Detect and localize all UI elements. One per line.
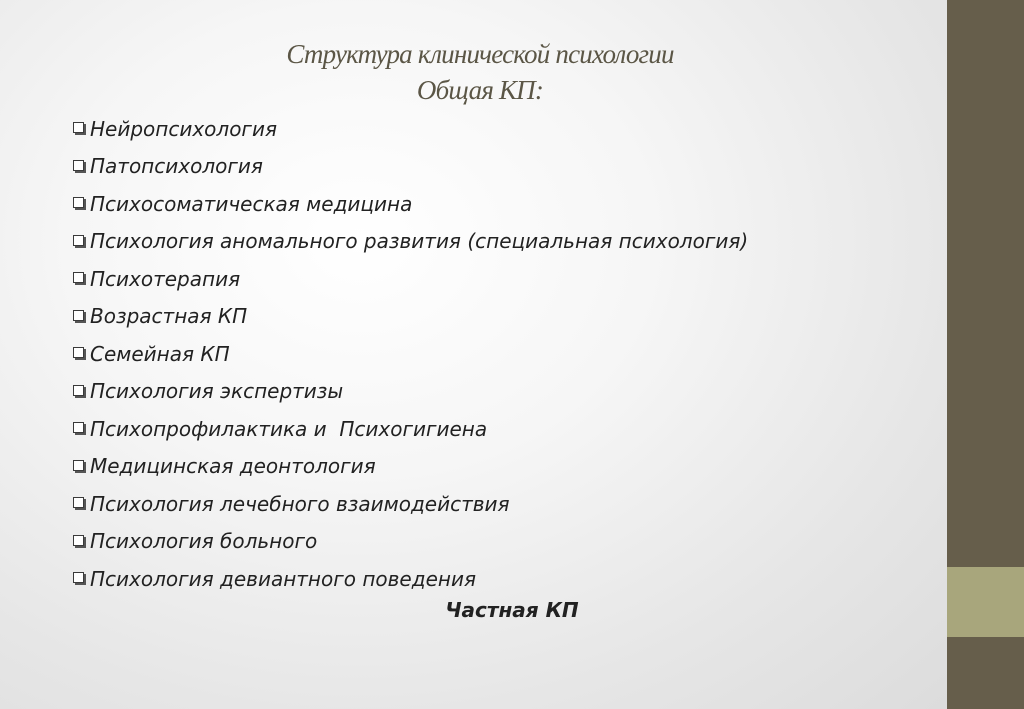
checkbox-square-icon	[73, 535, 84, 546]
list-item-label: Семейная КП	[90, 341, 230, 366]
list-item	[73, 260, 748, 298]
list-item-label: Психология лечебного взаимодействия	[90, 491, 510, 516]
list-item	[73, 110, 748, 148]
checkbox-square-icon	[73, 272, 84, 283]
list-item	[73, 373, 748, 411]
checkbox-square-icon	[73, 310, 84, 321]
list-item	[73, 148, 748, 186]
slide-title-line1: Структура клинической психологии	[286, 39, 674, 69]
checkbox-square-icon	[73, 572, 84, 583]
list-item-label: Патопсихология	[90, 154, 263, 179]
checkbox-square-icon	[73, 160, 84, 171]
list-item	[73, 223, 748, 261]
checkbox-square-icon	[73, 497, 84, 508]
list-item-label: Медицинская деонтология	[90, 454, 376, 479]
list-item-label: Психология девиантного поведения	[90, 566, 476, 591]
slide-title	[150, 36, 810, 108]
checkbox-square-icon	[73, 422, 84, 433]
list-item	[73, 410, 748, 448]
list-item-label: Нейропсихология	[90, 116, 277, 141]
right-sidebar-bar	[947, 0, 1024, 709]
list-item-label: Психотерапия	[90, 266, 241, 291]
list-item-label: Психология больного	[90, 529, 318, 554]
checkbox-square-icon	[73, 235, 84, 246]
list-item	[73, 298, 748, 336]
topic-list	[73, 110, 748, 598]
list-item	[73, 185, 748, 223]
list-item	[73, 560, 748, 598]
list-item	[73, 485, 748, 523]
checkbox-square-icon	[73, 460, 84, 471]
sidebar-accent-block	[947, 567, 1024, 637]
list-item-label: Психология аномального развития (специальная психология)	[90, 229, 749, 254]
list-item-label: Психосоматическая медицина	[90, 191, 413, 216]
slide-title-line2: Общая КП:	[416, 75, 544, 105]
checkbox-square-icon	[73, 347, 84, 358]
checkbox-square-icon	[73, 197, 84, 208]
checkbox-square-icon	[73, 385, 84, 396]
list-item-label: Возрастная КП	[90, 304, 248, 329]
list-item-label: Психопрофилактика и Психогигиена	[90, 416, 488, 441]
private-kp-label: Частная КП	[445, 598, 579, 622]
checkbox-square-icon	[73, 122, 84, 133]
list-item-label: Психология экспертизы	[90, 379, 344, 404]
list-item	[73, 448, 748, 486]
list-item	[73, 523, 748, 561]
list-item	[73, 335, 748, 373]
